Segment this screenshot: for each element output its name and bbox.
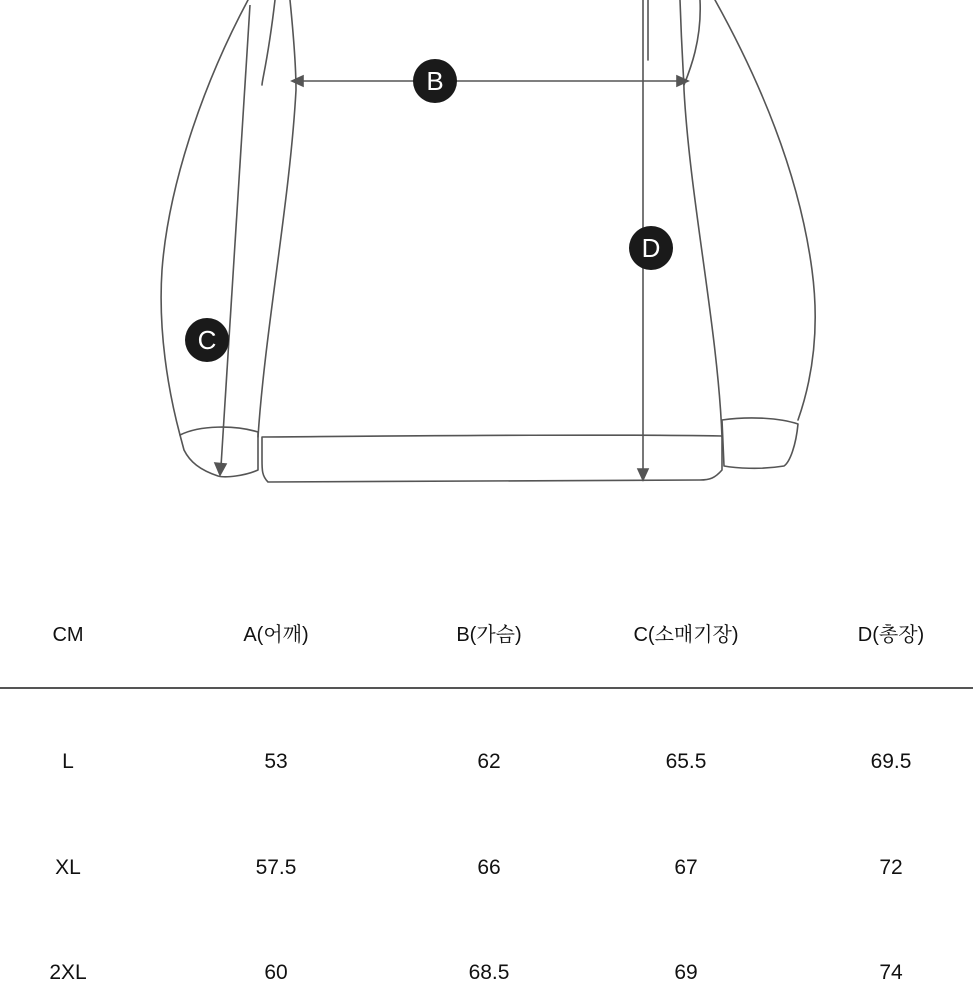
- table-row: [0, 848, 973, 888]
- cell-d: 72: [879, 856, 903, 879]
- right-cuff: [722, 418, 798, 468]
- header-divider: [0, 687, 973, 689]
- marker-d: [629, 226, 673, 270]
- marker-c: [185, 318, 229, 362]
- cell-c: 65.5: [665, 750, 707, 773]
- size-label: 2XL: [49, 961, 87, 984]
- table-row: [0, 953, 973, 993]
- size-label: L: [62, 750, 74, 773]
- cell-b: 68.5: [468, 961, 510, 984]
- measure-c-arrow-bottom: [215, 463, 226, 475]
- hem-band: [262, 435, 722, 482]
- cell-b: 66: [477, 856, 501, 879]
- header-d-length: D(총장): [857, 624, 925, 646]
- header-cm: CM: [52, 624, 84, 646]
- left-body-edge: [258, 0, 296, 437]
- cell-b: 62: [477, 750, 501, 773]
- size-label: XL: [55, 856, 81, 879]
- left-sleeve-inner-line: [262, 0, 275, 85]
- svg-text:C: C: [197, 325, 217, 355]
- left-sleeve-outline: [161, 0, 248, 435]
- cell-d: 74: [879, 961, 903, 984]
- marker-b: [413, 59, 457, 103]
- right-sleeve-inner-line: [684, 0, 700, 85]
- table-header-row: [0, 615, 973, 655]
- cell-d: 69.5: [870, 750, 912, 773]
- cell-a: 57.5: [255, 856, 297, 879]
- cell-c: 67: [674, 856, 698, 879]
- header-b-chest: B(가슴): [456, 624, 522, 646]
- svg-text:D: D: [641, 233, 661, 263]
- header-c-sleeve: C(소매기장): [633, 624, 739, 646]
- cell-c: 69: [674, 961, 698, 984]
- table-row: [0, 742, 973, 782]
- measure-c-line: [221, 5, 250, 466]
- right-sleeve-outline: [715, 0, 815, 420]
- cell-a: 60: [264, 961, 288, 984]
- header-a-shoulder: A(어깨): [243, 624, 309, 646]
- measure-d-arrow-bottom: [638, 469, 648, 480]
- measure-b-arrow-left: [292, 76, 303, 86]
- right-body-edge: [680, 0, 722, 437]
- cell-a: 53: [264, 750, 288, 773]
- svg-text:B: B: [426, 66, 444, 96]
